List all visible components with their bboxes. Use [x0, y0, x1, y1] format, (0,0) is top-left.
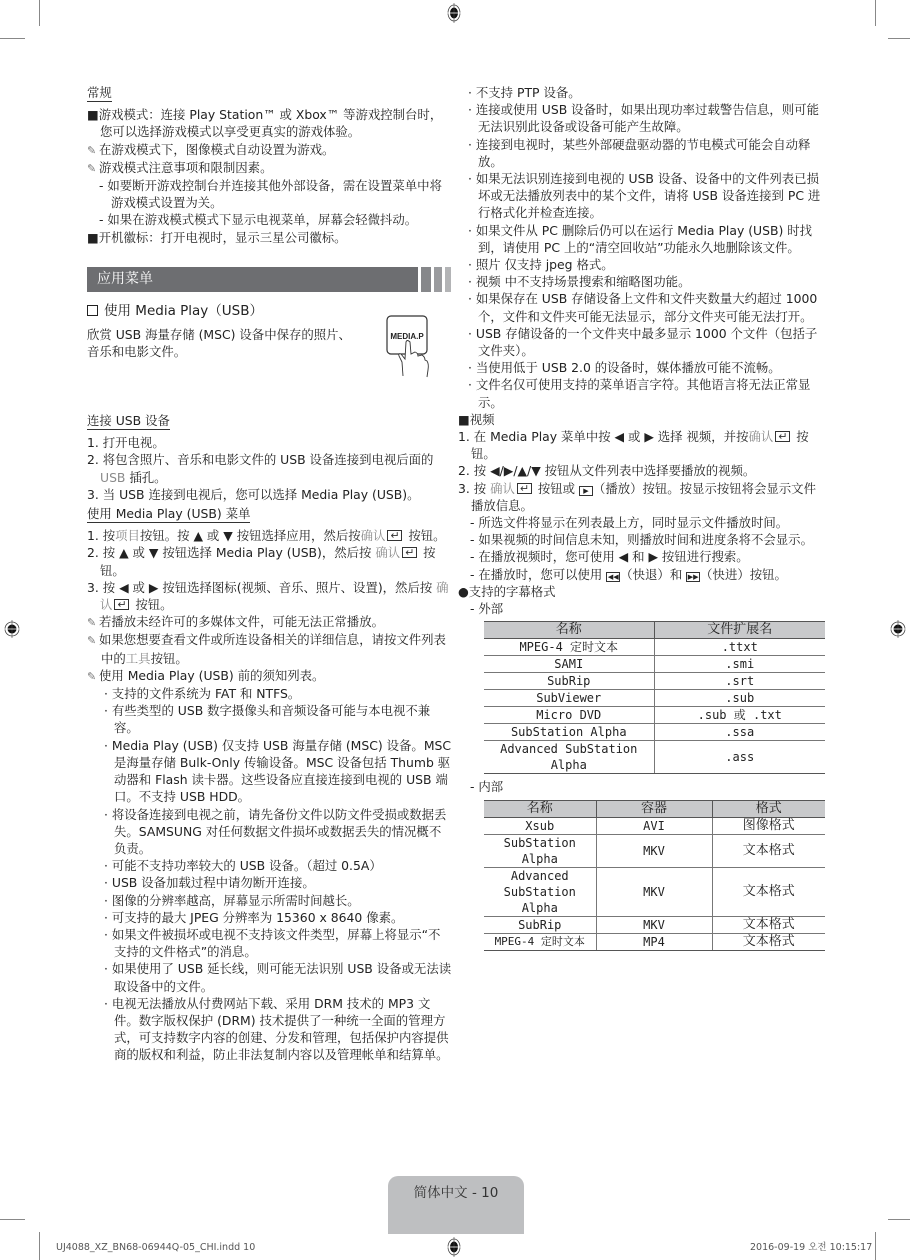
table-row [484, 639, 825, 656]
dash-item: - 如果在游戏模式模式下显示电视菜单，屏幕会轻微抖动。 [99, 212, 418, 228]
registration-mark-icon [3, 620, 21, 638]
section-title: 应用菜单 [87, 267, 418, 292]
table-header-cell: 名称 [484, 800, 596, 817]
enter-key-icon [775, 431, 790, 442]
table-cell: .srt [654, 673, 825, 690]
precaution-item: · USB 存储设备的一个文件夹中最多显示 1000 个文件（包括子文件夹）。 [468, 325, 818, 359]
connect-usb-heading: 连接 USB 设备 [87, 412, 170, 430]
precaution-item: · 不支持 PTP 设备。 [468, 85, 581, 100]
left-column [87, 84, 452, 1064]
crop-mark [875, 1232, 876, 1260]
note-item: ✎ 如果您想要查看文件或所连设备相关的详细信息，请按文件列表中的工具按钮。 [87, 632, 446, 666]
pencil-note-icon: ✎ [87, 634, 97, 648]
menu-step: 2. 按 ▲ 或 ▼ 按钮选择 Media Play (USB)，然后按 确认↵ 按钮。 [87, 544, 452, 578]
table-cell: SubStation Alpha [484, 724, 654, 741]
footer-file-name: UJ4088_XZ_BN68-06944Q-05_CHI.indd 10 [56, 1242, 256, 1253]
table-cell: MKV [596, 867, 712, 916]
crop-mark [39, 1232, 40, 1260]
precaution-item: · 可能不支持功率较大的 USB 设备。（超过 0.5A） [104, 858, 382, 874]
video-dash-item: - 所选文件将显示在列表最上方，同时显示文件播放时间。 [470, 515, 789, 531]
enter-key-icon [517, 483, 532, 494]
media-play-button-icon [385, 314, 433, 378]
menu-step: 1. 按项目按钮。按 ▲ 或 ▼ 按钮选择应用，然后按确认↵ 按钮。 [87, 527, 452, 544]
dash-item: - 如要断开游戏控制台并连接其他外部设备，需在设置菜单中将游戏模式设置为关。 [99, 178, 442, 211]
section-bar-stripe [421, 267, 431, 292]
table-cell: .ttxt [654, 639, 825, 656]
table-cell: MP4 [596, 933, 712, 950]
table-header-cell: 文件扩展名 [654, 622, 825, 639]
pencil-note-icon: ✎ [87, 669, 97, 683]
precaution-item: · 将设备连接到电视之前，请先备份文件以防文件受损或数据丢失。SAMSUNG 对任何数据文件损坏或数据丢失的情况概不负责。 [104, 806, 447, 856]
video-step: 2. 按 ◀/▶/▲/▼ 按钮从文件列表中选择要播放的视频。 [458, 463, 756, 479]
table-cell: SubViewer [484, 690, 654, 707]
table-header-row [484, 800, 825, 817]
boot-logo-item: ■开机徽标：打开电视时，显示三星公司徽标。 [87, 229, 347, 245]
precaution-item: · 当使用低于 USB 2.0 的设备时，媒体播放可能不流畅。 [468, 360, 781, 376]
precaution-item: · 如果文件从 PC 删除后仍可以在运行 Media Play (USB) 时找到，请使用 PC 上的“清空回收站”功能永久地删除该文件。 [468, 222, 813, 255]
table-cell: SubStation Alpha [484, 834, 596, 867]
precaution-item: · 如果使用了 USB 延长线，则可能无法识别 USB 设备或无法读取设备中的文件。 [104, 961, 452, 994]
precaution-item: · 支持的文件系统为 FAT 和 NTFS。 [104, 686, 301, 702]
crop-mark [875, 0, 876, 26]
table-cell: 文本格式 [712, 916, 825, 933]
media-play-desc: 欣赏 USB 海量存储 (MSC) 设备中保存的照片、音乐和电影文件。 [87, 327, 351, 360]
section-header-apps [87, 267, 452, 292]
table-cell: 图像格式 [712, 817, 825, 834]
subtitle-formats-heading: ●支持的字幕格式 [458, 583, 556, 599]
enter-key-icon [387, 530, 402, 541]
external-subtitle-table [484, 621, 825, 774]
connect-step: 1. 打开电视。 [87, 435, 165, 451]
pencil-note-icon: ✎ [87, 161, 97, 175]
precaution-item: · 连接到电视时，某些外部硬盘驱动器的节电模式可能会自动释放。 [468, 136, 811, 169]
internal-subtitle-table [484, 800, 825, 951]
video-dash-item: - 在播放时，您可以使用 ◀◀ （快退）和 ▶▶ （快进）按钮。 [470, 566, 787, 582]
table-row [484, 656, 825, 673]
table-cell: .sub 或 .txt [654, 707, 825, 724]
table-cell: 文本格式 [712, 933, 825, 950]
table-cell: SAMI [484, 656, 654, 673]
svg-text:MEDIA.P: MEDIA.P [390, 332, 424, 342]
table-cell: .ass [654, 741, 825, 774]
table-cell: .ssa [654, 724, 825, 741]
game-mode-item: ■游戏模式：连接 Play Station™ 或 Xbox™ 等游戏控制台时，您可以选择游戏模式以享受更真实的游戏体验。 [87, 107, 443, 140]
table-cell: AVI [596, 817, 712, 834]
video-step: 1. 在 Media Play 菜单中按 ◀ 或 ▶ 选择 视频，并按确认↵ 按钮。 [458, 428, 828, 462]
page-number-badge [388, 1176, 524, 1234]
table-row [484, 707, 825, 724]
precaution-item: · 如果无法识别连接到电视的 USB 设备、设备中的文件列表已损坏或无法播放列表中的某个文件，请将 USB 设备连接到 PC 进行格式化并检查连接。 [468, 171, 821, 221]
table-cell: Advanced SubStation Alpha [484, 741, 654, 774]
general-heading: 常规 [87, 84, 112, 102]
video-heading: ■视频 [458, 411, 495, 427]
connect-step: 2. 将包含照片、音乐和电影文件的 USB 设备连接到电视后面的 USB 插孔。 [87, 452, 434, 485]
connect-step: 3. 当 USB 连接到电视后，您可以选择 Media Play (USB)。 [87, 486, 420, 502]
note-item: ✎ 游戏模式注意事项和限制因素。 [87, 159, 452, 177]
table-header-cell: 名称 [484, 622, 654, 639]
pencil-note-icon: ✎ [87, 616, 97, 630]
video-dash-item: - 如果视频的时间信息未知，则播放时间和进度条将不会显示。 [470, 532, 813, 548]
table-cell: Micro DVD [484, 707, 654, 724]
menu-step: 3. 按 ◀ 或 ▶ 按钮选择图标(视频、音乐、照片、设置)，然后按 确认↵ 按钮。 [87, 579, 452, 613]
table-row [484, 741, 825, 774]
section-bar-stripe [445, 267, 451, 292]
table-cell: Advanced SubStation Alpha [484, 867, 596, 916]
precautions-list [87, 685, 452, 1063]
table-row [484, 916, 825, 933]
note-item: ✎ 若播放未经许可的多媒体文件，可能无法正常播放。 [87, 613, 452, 631]
table-cell: SubRip [484, 916, 596, 933]
crop-mark [0, 1219, 25, 1220]
table-cell: MPEG-4 定时文本 [484, 933, 596, 950]
media-play-intro [87, 326, 452, 406]
table-cell: MKV [596, 834, 712, 867]
precaution-item: · 文件名仅可使用支持的菜单语言字符。其他语言将无法正常显示。 [468, 377, 811, 410]
enter-key-icon [402, 547, 417, 558]
precautions-list-continued [458, 84, 828, 411]
precaution-item: · 如果文件被损坏或电视不支持该文件类型，屏幕上将显示“不支持的文件格式”的消息。 [104, 926, 441, 960]
note-item: ✎ 使用 Media Play (USB) 前的须知列表。 [87, 667, 452, 685]
section-bar-stripe [434, 267, 442, 292]
precaution-item: · 照片 仅支持 jpeg 格式。 [468, 257, 614, 273]
table-cell: SubRip [484, 673, 654, 690]
table-row [484, 933, 825, 950]
note-item: ✎ 在游戏模式下，图像模式自动设置为游戏。 [87, 141, 452, 159]
fast-forward-button-icon: ▶▶ [687, 572, 699, 581]
precaution-item: · 有些类型的 USB 数字摄像头和音频设备可能与本电视不兼容。 [104, 703, 431, 736]
table-cell: 文本格式 [712, 867, 825, 916]
use-menu-heading: 使用 Media Play (USB) 菜单 [87, 505, 250, 523]
crop-mark [888, 1219, 910, 1220]
rewind-button-icon: ◀◀ [607, 572, 619, 581]
table-row [484, 834, 825, 867]
internal-label: - 内部 [470, 779, 504, 795]
external-label: - 外部 [470, 601, 504, 617]
pencil-note-icon: ✎ [87, 143, 97, 157]
table-row [484, 817, 825, 834]
right-column [458, 84, 828, 955]
registration-mark-icon [445, 3, 463, 23]
table-row [484, 690, 825, 707]
table-header-cell: 格式 [712, 800, 825, 817]
general-list [87, 106, 452, 246]
precaution-item: · Media Play (USB) 仅支持 USB 海量存储 (MSC) 设备。MSC 是海量存储 Bulk-Only 传输设备。MSC 设备包括 Thumb 驱动器和 Flash 读卡器。这些设备应直接连接到电视的 USB 端口。不支持 USB HDD。 [104, 737, 452, 805]
crop-mark [0, 38, 25, 39]
precaution-item: · 连接或使用 USB 设备时，如果出现功率过载警告信息，则可能无法识别此设备或设备可能产生故障。 [468, 102, 819, 135]
precaution-item: · 可支持的最大 JPEG 分辨率为 15360 x 8640 像素。 [104, 909, 404, 925]
precaution-item: · USB 设备加载过程中请勿断开连接。 [104, 875, 315, 891]
checkbox-square-icon [87, 305, 98, 316]
registration-mark-icon [445, 1237, 463, 1257]
table-header-cell: 容器 [596, 800, 712, 817]
crop-mark [39, 0, 40, 26]
media-play-title: 使用 Media Play（USB） [87, 303, 452, 320]
video-dash-item: - 在播放视频时，您可使用 ◀ 和 ▶ 按钮进行搜索。 [470, 549, 749, 565]
table-cell: MKV [596, 916, 712, 933]
enter-key-icon [114, 599, 129, 610]
footer-timestamp: 2016-09-19 오전 10:15:17 [750, 1242, 873, 1253]
table-cell: MPEG-4 定时文本 [484, 639, 654, 656]
table-cell: .smi [654, 656, 825, 673]
page-number: 简体中文 - 10 [413, 1185, 499, 1201]
registration-mark-icon [889, 620, 907, 638]
video-step: 3. 按 确认↵ 按钮或 ▶ （播放）按钮。按显示按钮将会显示文件播放信息。 [458, 480, 828, 514]
table-row [484, 724, 825, 741]
table-cell: 文本格式 [712, 834, 825, 867]
table-cell: .sub [654, 690, 825, 707]
table-cell: Xsub [484, 817, 596, 834]
crop-mark [888, 38, 910, 39]
precaution-item: · 视频 中不支持场景搜索和缩略图功能。 [468, 274, 691, 290]
table-row [484, 867, 825, 916]
precaution-item: · 如果保存在 USB 存储设备上文件和文件夹数量大约超过 1000 个，文件和文件夹可能无法显示，部分文件夹可能无法打开。 [468, 291, 818, 324]
table-header-row [484, 622, 825, 639]
precaution-item: · 电视无法播放从付费网站下载、采用 DRM 技术的 MP3 文件。数字版权保护 (DRM) 技术提供了一种统一全面的管理方式，可支持数字内容的创建、分发和管理，包括保护内容提供商的版权和利益，防止非法复制内容以及管理帐单和结算单。 [104, 995, 449, 1063]
precaution-item: · 图像的分辨率越高，屏幕显示所需时间越长。 [104, 892, 360, 908]
play-button-icon: ▶ [579, 486, 593, 496]
table-row [484, 673, 825, 690]
